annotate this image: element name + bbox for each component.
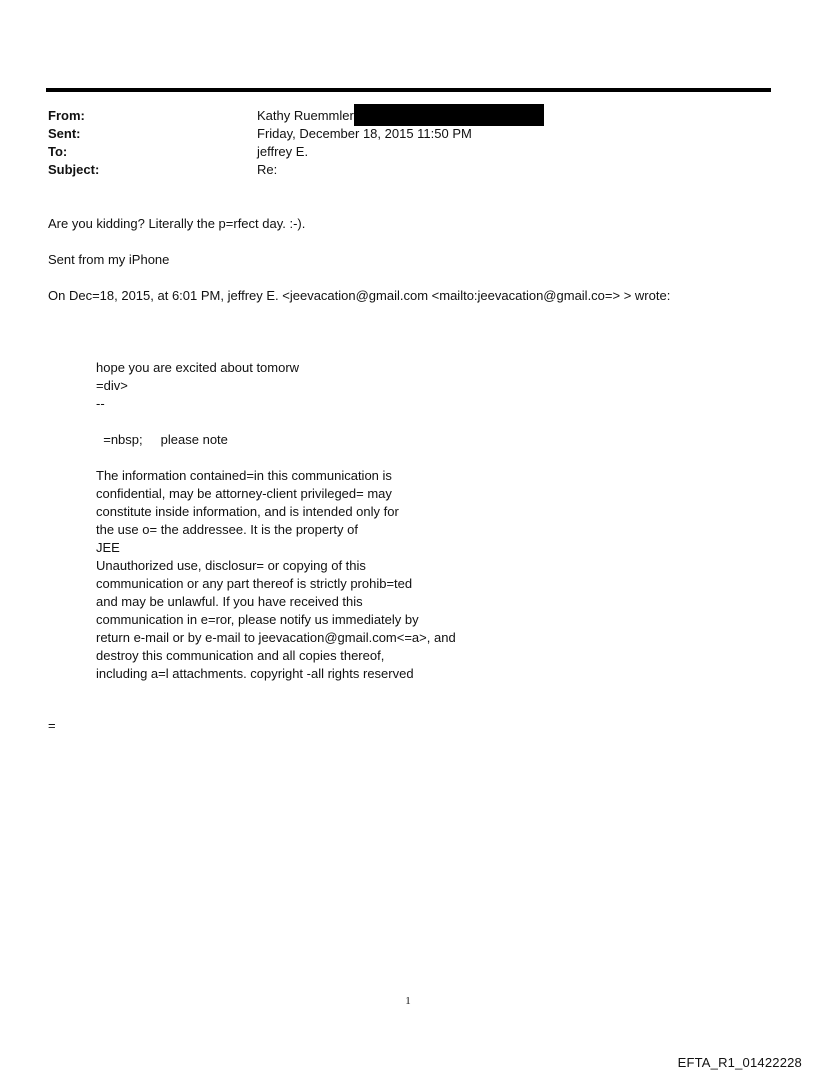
page-number: 1 xyxy=(405,995,411,1007)
disclaimer-line: and may be unlawful. If you have received this xyxy=(96,594,363,609)
email-header xyxy=(48,107,768,179)
disclaimer-line: including a=l attachments. copyright -all rights reserved xyxy=(96,666,414,681)
quoted-note: =nbsp; please note xyxy=(96,432,228,447)
disclaimer-line: return e-mail or by e-mail to jeevacation@gmail.com<=a>, and xyxy=(96,630,456,645)
subject-label: Subject: xyxy=(48,162,100,177)
from-label: From: xyxy=(48,108,85,123)
quoted-line-3: -- xyxy=(96,396,105,411)
from-value xyxy=(257,107,544,126)
sent-value: Friday, December 18, 2015 11:50 PM xyxy=(257,126,472,141)
disclaimer-line: destroy this communication and all copies thereof, xyxy=(96,648,385,663)
disclaimer-line: Unauthorized use, disclosur= or copying of this xyxy=(96,558,366,573)
sender-name: Kathy Ruemmler xyxy=(257,108,354,123)
header-rule xyxy=(46,88,771,92)
redaction-bar xyxy=(354,104,544,126)
disclaimer-line: confidential, may be attorney-client privileged= may xyxy=(96,486,392,501)
quoted-line-2: =div> xyxy=(96,378,128,393)
sent-label: Sent: xyxy=(48,126,81,141)
quoted-line-1: hope you are excited about tomorw xyxy=(96,360,300,375)
trailer-mark: = xyxy=(48,718,56,733)
reply-line: Are you kidding? Literally the p=rfect day. :-). xyxy=(48,216,306,231)
subject-row xyxy=(48,161,768,179)
disclaimer-line: the use o= the addressee. It is the property of xyxy=(96,522,358,537)
disclaimer-line: The information contained=in this communication is xyxy=(96,468,392,483)
from-row xyxy=(48,107,768,125)
signature-line: Sent from my iPhone xyxy=(48,252,170,267)
to-value: jeffrey E. xyxy=(257,144,309,159)
disclaimer-line: communication in e=ror, please notify us immediately by xyxy=(96,612,419,627)
disclaimer-line: constitute inside information, and is intended only for xyxy=(96,504,399,519)
disclaimer-line: JEE xyxy=(96,540,120,555)
subject-value: Re: xyxy=(257,162,278,177)
sent-row xyxy=(48,125,768,143)
quote-intro-line: On Dec=18, 2015, at 6:01 PM, jeffrey E. <jeevacation@gmail.com <mailto:jeevacation@gmail.co=> > wrote: xyxy=(48,288,671,303)
to-row xyxy=(48,143,768,161)
disclaimer-line: communication or any part thereof is strictly prohib=ted xyxy=(96,576,413,591)
to-label: To: xyxy=(48,144,68,159)
document-id: EFTA_R1_01422228 xyxy=(677,1055,802,1070)
disclaimer-block xyxy=(96,467,456,683)
